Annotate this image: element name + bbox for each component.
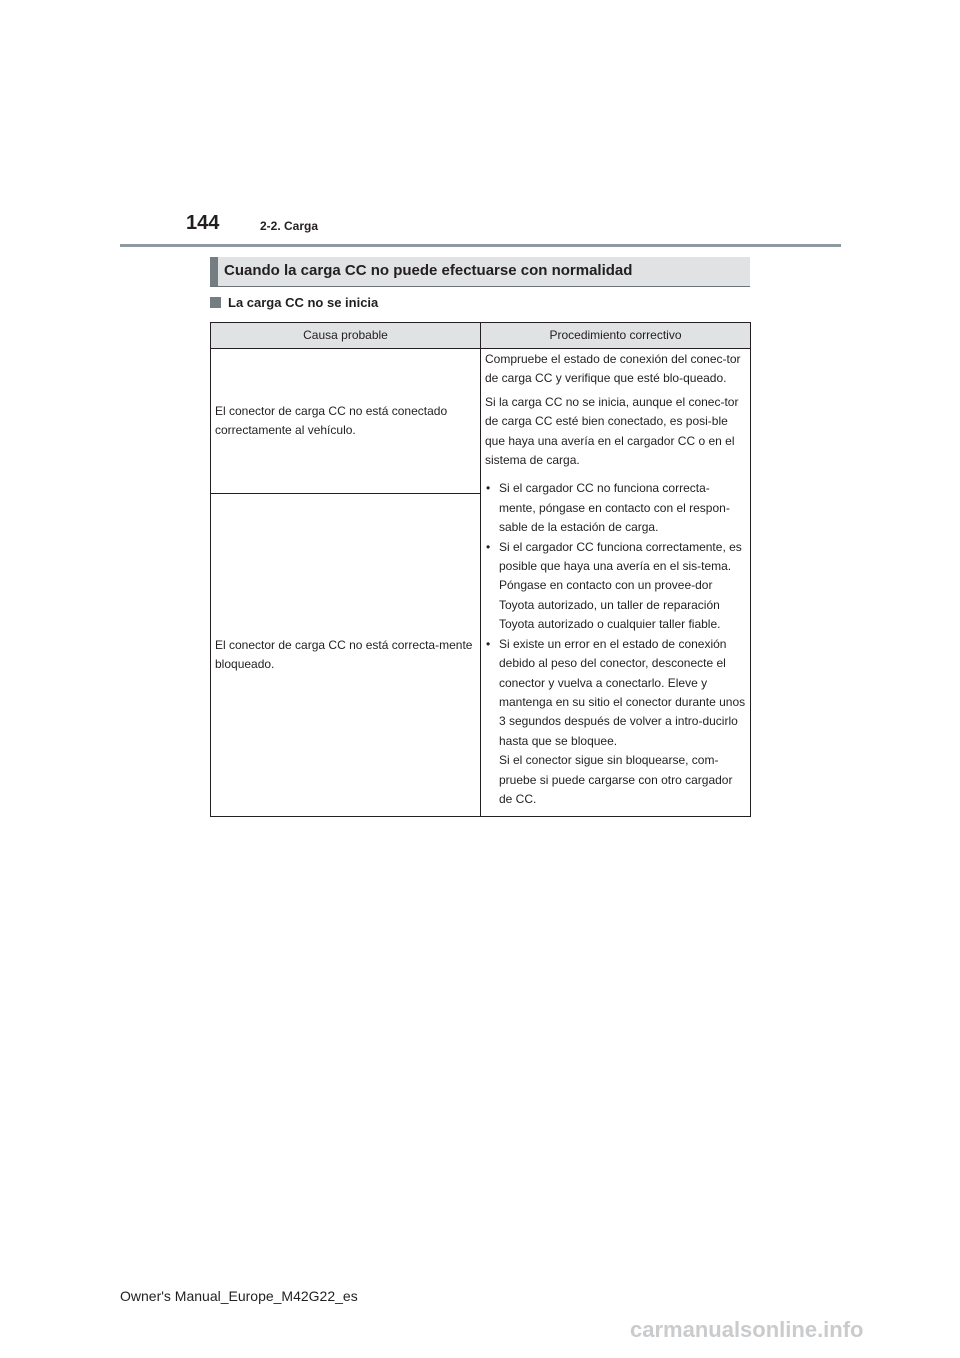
page-number: 144 [186, 212, 220, 234]
list-item [485, 635, 746, 810]
header-divider [120, 244, 841, 247]
table-row [211, 349, 751, 494]
table-header-row [211, 323, 751, 349]
subsection-heading [210, 296, 378, 309]
procedure-bullet-list [485, 479, 746, 809]
subsection-title: La carga CC no se inicia [228, 295, 379, 310]
chapter-label: 2-2. Carga [260, 219, 319, 233]
column-header-procedure: Procedimiento correctivo [481, 323, 751, 349]
procedure-paragraph: Compruebe el estado de conexión del conec-tor de carga CC y verifique que esté blo-queado. [485, 352, 741, 386]
cause-cell: El conector de carga CC no está conectado correctamente al vehículo. [211, 349, 481, 494]
cause-cell: El conector de carga CC no está correcta-mente bloqueado. [211, 494, 481, 817]
list-item-followup: Si el conector sigue sin bloquearse, com-pruebe si puede cargarse con otro cargador de CC. [499, 753, 733, 806]
watermark: carmanualsonline.info [630, 1317, 864, 1342]
procedure-cell [481, 349, 751, 817]
troubleshooting-table [210, 322, 751, 817]
section-heading-box [210, 257, 750, 287]
footer-manual-id: Owner's Manual_Europe_M42G22_es [120, 1288, 358, 1304]
list-item-text: Si existe un error en el estado de conexión debido al peso del conector, desconecte el conector y vuelva a conectarlo. Eleve y mantenga en su sitio el conector durante unos 3 segundos después de volver a intro-ducirlo hasta que se bloquee. [499, 636, 746, 748]
list-item: • Si el cargador CC funciona correctamente, es posible que haya una avería en el sis-tema. Póngase en contacto con un provee-dor Toyota autorizado, un taller de reparación Toyota autorizado o cualquier taller fiable. [485, 538, 746, 635]
procedure-paragraph: Si la carga CC no se inicia, aunque el conec-tor de carga CC esté bien conectado, es posi-ble que haya una avería en el cargador CC o en el sistema de carga. [485, 394, 739, 468]
square-bullet-icon [210, 297, 221, 308]
column-header-cause: Causa probable [211, 323, 481, 349]
section-title: Cuando la carga CC no puede efectuarse con normalidad [224, 262, 633, 279]
section-heading-bar [210, 257, 218, 286]
list-item: • Si el cargador CC no funciona correcta-mente, póngase en contacto con el respon-sable de la estación de carga. [485, 479, 746, 537]
